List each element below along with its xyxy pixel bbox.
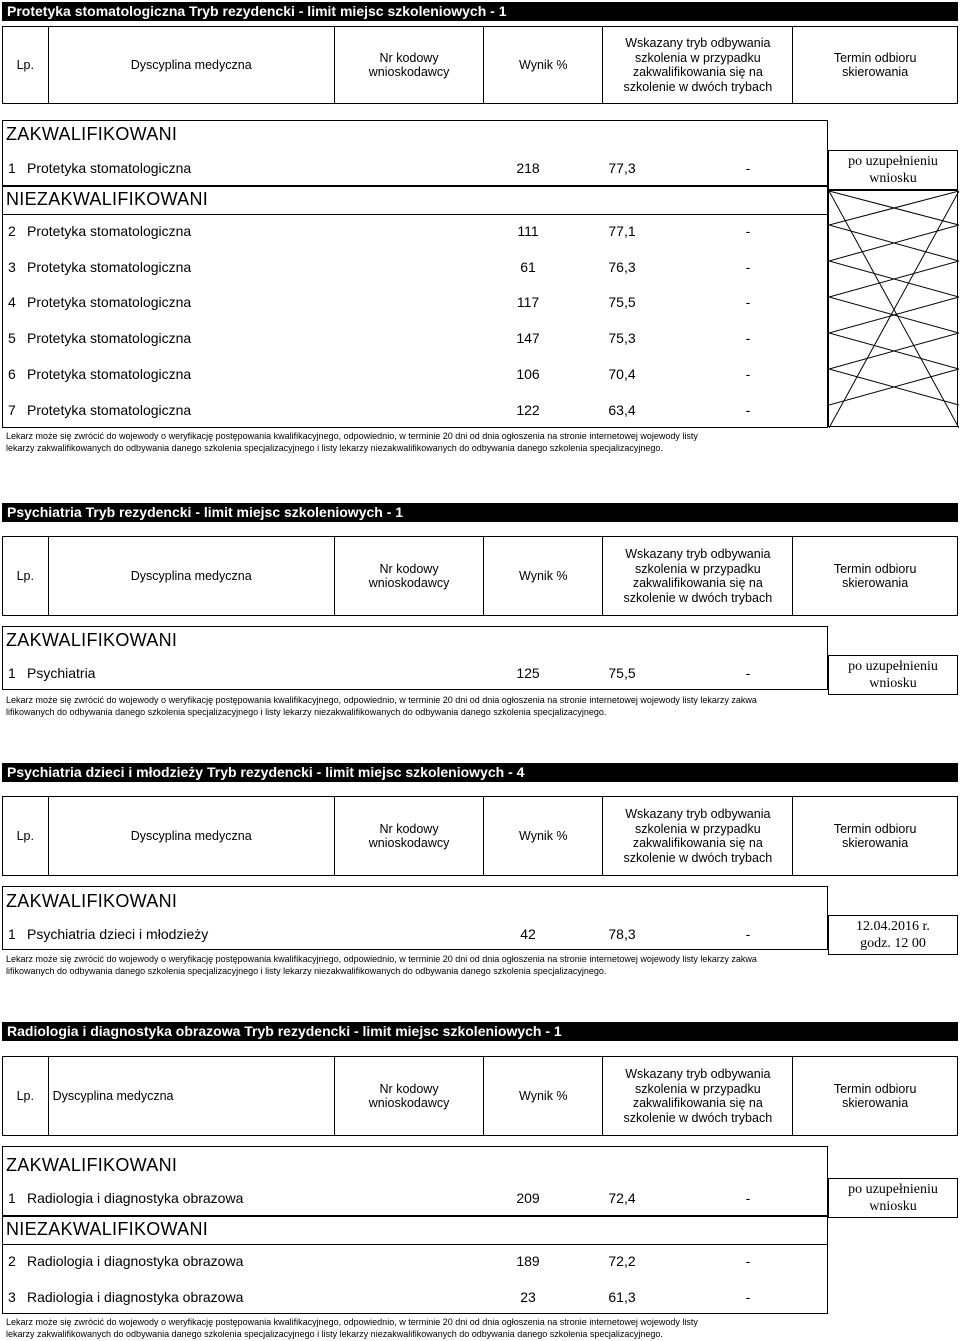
table-header-radiologia — [2, 1056, 958, 1136]
row-mode: - — [745, 294, 751, 310]
row-score: 63,4 — [608, 402, 636, 418]
row-discipline: Protetyka stomatologiczna — [27, 366, 192, 382]
term-cell: po uzupełnieniu wniosku — [828, 655, 958, 695]
table-row — [0, 366, 828, 386]
row-lp: 3 — [8, 1289, 16, 1305]
col-lp: Lp. — [3, 1057, 49, 1136]
row-score: 75,5 — [608, 294, 636, 310]
row-discipline: Protetyka stomatologiczna — [27, 330, 192, 346]
col-code: Nr kodowy wnioskodawcy — [334, 797, 483, 876]
section-title-radiologia: Radiologia i diagnostyka obrazowa Tryb rezydencki - limit miejsc szkoleniowych - 1 — [2, 1022, 958, 1041]
row-lp: 1 — [8, 160, 16, 176]
note-line: Lekarz może się zwrócić do wojewody o weryfikację postępowania kwalifikacyjnego, odpowiednio, w terminie 20 dni od dnia ogłoszenia na stronie internetowej wojewody listy lekarzy zakwa — [6, 695, 757, 705]
row-score: 70,4 — [608, 366, 636, 382]
note-line: lekarzy zakwalifikowanych do odbywania danego szkolenia specjalizacyjnego i listy lekarzy niezakwalifikowanych do odbywania danego szkolenia specjalizacyjnego. — [6, 1329, 663, 1339]
table-row — [0, 1190, 828, 1210]
row-code: 61 — [520, 259, 536, 275]
row-lp: 1 — [8, 665, 16, 681]
row-mode: - — [745, 402, 751, 418]
row-lp: 1 — [8, 926, 16, 942]
row-discipline: Psychiatria — [27, 665, 96, 681]
table-row — [0, 402, 828, 422]
term-cell: 12.04.2016 r. godz. 12 00 — [828, 915, 958, 955]
row-mode: - — [745, 366, 751, 382]
section-title-psychiatria-dzieci: Psychiatria dzieci i młodzieży Tryb rezydencki - limit miejsc szkoleniowych - 4 — [2, 763, 958, 782]
row-mode: - — [745, 223, 751, 239]
row-code: 42 — [520, 926, 536, 942]
col-score: Wynik % — [484, 537, 603, 616]
table-row — [0, 160, 828, 180]
col-score: Wynik % — [484, 797, 603, 876]
row-score: 72,4 — [608, 1190, 636, 1206]
row-mode: - — [745, 330, 751, 346]
row-lp: 7 — [8, 402, 16, 418]
row-discipline: Radiologia i diagnostyka obrazowa — [27, 1289, 244, 1305]
row-code: 147 — [516, 330, 540, 346]
row-mode: - — [745, 160, 751, 176]
col-discipline: Dyscyplina medyczna — [48, 1057, 334, 1136]
table-row — [0, 294, 828, 314]
note-line: lifikowanych do odbywania danego szkolenia specjalizacyjnego i listy lekarzy niezakwalifikowanych do odbywania danego szkolenia specjalizacyjnego. — [6, 966, 607, 976]
row-code: 218 — [516, 160, 540, 176]
not-qualified-label: NIEZAKWALIFIKOWANI — [6, 189, 209, 209]
row-code: 106 — [516, 366, 540, 382]
col-code: Nr kodowy wnioskodawcy — [334, 27, 483, 104]
row-discipline: Protetyka stomatologiczna — [27, 294, 192, 310]
row-score: 77,3 — [608, 160, 636, 176]
row-discipline: Radiologia i diagnostyka obrazowa — [27, 1253, 244, 1269]
row-discipline: Psychiatria dzieci i młodzieży — [27, 926, 209, 942]
row-discipline: Protetyka stomatologiczna — [27, 259, 192, 275]
table-row — [0, 665, 828, 685]
table-row — [0, 259, 828, 279]
term-cell: po uzupełnieniu wniosku — [828, 150, 958, 190]
term-cell: po uzupełnieniu wniosku — [828, 1178, 958, 1218]
row-mode: - — [745, 1190, 751, 1206]
row-code: 125 — [516, 665, 540, 681]
qualified-label: ZAKWALIFIKOWANI — [6, 891, 178, 911]
row-lp: 5 — [8, 330, 16, 346]
row-mode: - — [745, 1253, 751, 1269]
row-mode: - — [745, 259, 751, 275]
qualified-label: ZAKWALIFIKOWANI — [6, 1155, 178, 1175]
row-lp: 1 — [8, 1190, 16, 1206]
row-discipline: Protetyka stomatologiczna — [27, 223, 192, 239]
col-term: Termin odbioru skierowania — [793, 537, 958, 616]
row-lp: 4 — [8, 294, 16, 310]
not-qualified-label: NIEZAKWALIFIKOWANI — [6, 1219, 209, 1239]
section-title-protetyka: Protetyka stomatologiczna Tryb rezydencki - limit miejsc szkoleniowych - 1 — [2, 2, 958, 21]
row-score: 75,3 — [608, 330, 636, 346]
col-mode: Wskazany tryb odbywania szkolenia w przypadku zakwalifikowania się na szkolenie w dwóch trybach — [603, 797, 793, 876]
col-term: Termin odbioru skierowania — [793, 1057, 958, 1136]
row-score: 61,3 — [608, 1289, 636, 1305]
row-code: 189 — [516, 1253, 540, 1269]
col-score: Wynik % — [484, 27, 603, 104]
crossed-out-term-cells — [828, 190, 958, 427]
row-code: 209 — [516, 1190, 540, 1206]
table-row — [0, 1289, 828, 1309]
row-score: 72,2 — [608, 1253, 636, 1269]
note-line: Lekarz może się zwrócić do wojewody o weryfikację postępowania kwalifikacyjnego, odpowiednio, w terminie 20 dni od dnia ogłoszenia na stronie internetowej wojewody listy — [6, 431, 698, 441]
not-qualified-rows-box — [2, 214, 828, 428]
row-lp: 3 — [8, 259, 16, 275]
row-mode: - — [745, 926, 751, 942]
row-code: 23 — [520, 1289, 536, 1305]
col-lp: Lp. — [3, 537, 49, 616]
row-code: 122 — [516, 402, 540, 418]
col-discipline: Dyscyplina medyczna — [48, 797, 334, 876]
col-code: Nr kodowy wnioskodawcy — [334, 537, 483, 616]
row-score: 76,3 — [608, 259, 636, 275]
row-score: 77,1 — [608, 223, 636, 239]
row-mode: - — [745, 665, 751, 681]
row-discipline: Radiologia i diagnostyka obrazowa — [27, 1190, 244, 1206]
row-lp: 2 — [8, 1253, 16, 1269]
col-score: Wynik % — [484, 1057, 603, 1136]
table-row — [0, 926, 828, 946]
table-row — [0, 1253, 828, 1273]
col-discipline: Dyscyplina medyczna — [48, 537, 334, 616]
col-term: Termin odbioru skierowania — [793, 797, 958, 876]
row-code: 117 — [516, 294, 540, 310]
row-discipline: Protetyka stomatologiczna — [27, 402, 192, 418]
row-code: 111 — [517, 223, 539, 239]
note-line: lifikowanych do odbywania danego szkolenia specjalizacyjnego i listy lekarzy niezakwalifikowanych do odbywania danego szkolenia specjalizacyjnego. — [6, 707, 607, 717]
table-row — [0, 330, 828, 350]
col-discipline: Dyscyplina medyczna — [48, 27, 334, 104]
qualified-label: ZAKWALIFIKOWANI — [6, 630, 178, 650]
table-header-protetyka — [2, 26, 958, 104]
col-mode: Wskazany tryb odbywania szkolenia w przypadku zakwalifikowania się na szkolenie w dwóch trybach — [603, 1057, 793, 1136]
col-mode: Wskazany tryb odbywania szkolenia w przypadku zakwalifikowania się na szkolenie w dwóch trybach — [603, 27, 793, 104]
row-lp: 2 — [8, 223, 16, 239]
table-row — [0, 223, 828, 243]
col-lp: Lp. — [3, 797, 49, 876]
col-term: Termin odbioru skierowania — [793, 27, 958, 104]
row-score: 75,5 — [608, 665, 636, 681]
col-mode: Wskazany tryb odbywania szkolenia w przypadku zakwalifikowania się na szkolenie w dwóch trybach — [603, 537, 793, 616]
row-discipline: Protetyka stomatologiczna — [27, 160, 192, 176]
table-header-psychiatria-dzieci — [2, 796, 958, 876]
row-score: 78,3 — [608, 926, 636, 942]
note-line: Lekarz może się zwrócić do wojewody o weryfikację postępowania kwalifikacyjnego, odpowiednio, w terminie 20 dni od dnia ogłoszenia na stronie internetowej wojewody listy — [6, 1317, 698, 1327]
note-line: lekarzy zakwalifikowanych do odbywania danego szkolenia specjalizacyjnego i listy lekarzy niezakwalifikowanych do odbywania danego szkolenia specjalizacyjnego. — [6, 443, 663, 453]
crossed-out-icon — [829, 191, 959, 428]
section-title-psychiatria: Psychiatria Tryb rezydencki - limit miejsc szkoleniowych - 1 — [2, 503, 958, 522]
col-lp: Lp. — [3, 27, 49, 104]
note-line: Lekarz może się zwrócić do wojewody o weryfikację postępowania kwalifikacyjnego, odpowiednio, w terminie 20 dni od dnia ogłoszenia na stronie internetowej wojewody listy lekarzy zakwa — [6, 954, 757, 964]
col-code: Nr kodowy wnioskodawcy — [334, 1057, 483, 1136]
row-mode: - — [745, 1289, 751, 1305]
row-lp: 6 — [8, 366, 16, 382]
table-header-psychiatria — [2, 536, 958, 616]
qualified-label: ZAKWALIFIKOWANI — [6, 124, 178, 144]
